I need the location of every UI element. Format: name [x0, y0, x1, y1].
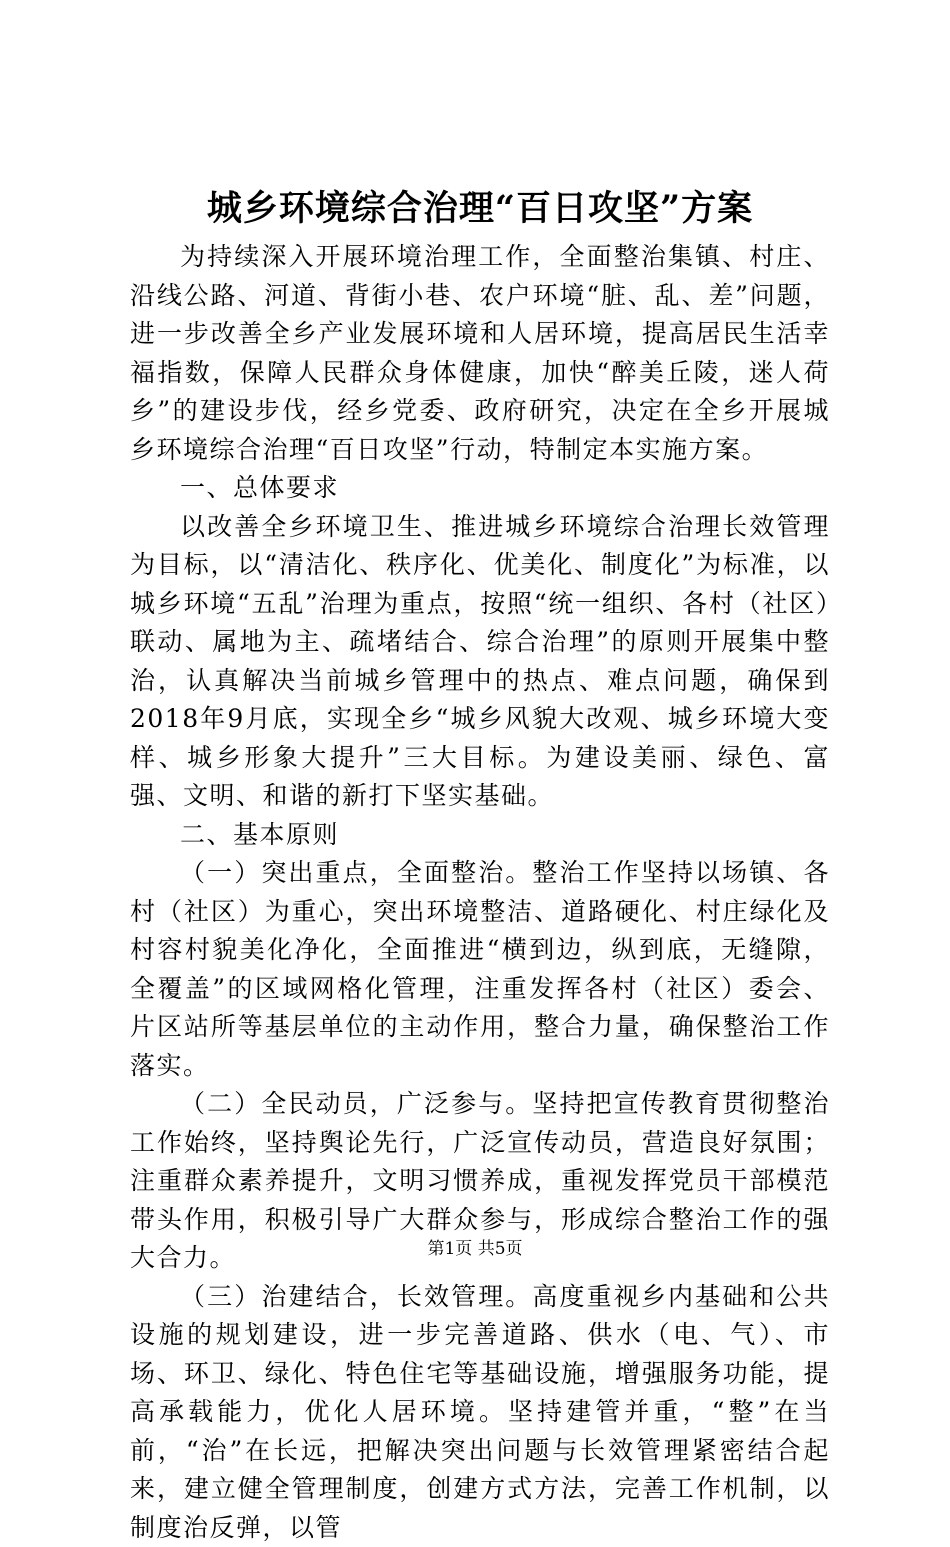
principle-paragraph-2: （二）全民动员，广泛参与。坚持把宣传教育贯彻整治工作始终，坚持舆论先行，广泛宣传动员，营造良好氛围；注重群众素养提升，文明习惯养成，重视发挥党员干部模范带头作用，积极引导广大群众参与，形成综合整治工作的强大合力。	[130, 1085, 830, 1278]
document-page	[130, 180, 830, 1547]
principle-paragraph-1: （一）突出重点，全面整治。整治工作坚持以场镇、各村（社区）为重心，突出环境整洁、道路硬化、村庄绿化及村容村貌美化净化，全面推进“横到边，纵到底，无缝隙，全覆盖”的区域网格化管理，注重发挥各村（社区）委会、片区站所等基层单位的主动作用，整合力量，确保整治工作落实。	[130, 854, 830, 1085]
section-heading-general-requirements: 一、总体要求	[130, 469, 830, 508]
intro-paragraph: 为持续深入开展环境治理工作，全面整治集镇、村庄、沿线公路、河道、背街小巷、农户环境“脏、乱、差”问题，进一步改善全乡产业发展环境和人居环境，提高居民生活幸福指数，保障人民群众身体健康，加快“醉美丘陵，迷人荷乡”的建设步伐，经乡党委、政府研究，决定在全乡开展城乡环境综合治理“百日攻坚”行动，特制定本实施方案。	[130, 238, 830, 469]
section-heading-basic-principles: 二、基本原则	[130, 816, 830, 855]
general-requirements-paragraph: 以改善全乡环境卫生、推进城乡环境综合治理长效管理为目标，以“清洁化、秩序化、优美化、制度化”为标准，以城乡环境“五乱”治理为重点，按照“统一组织、各村（社区）联动、属地为主、疏堵结合、综合治理”的原则开展集中整治，认真解决当前城乡管理中的热点、难点问题，确保到2018年9月底，实现全乡“城乡风貌大改观、城乡环境大变样、城乡形象大提升”三大目标。为建设美丽、绿色、富强、文明、和谐的新打下坚实基础。	[130, 508, 830, 816]
page-number-footer: 第1页 共5页	[0, 1237, 950, 1261]
principle-paragraph-3: （三）治建结合，长效管理。高度重视乡内基础和公共设施的规划建设，进一步完善道路、供水（电、气）、市场、环卫、绿化、特色住宅等基础设施，增强服务功能，提高承载能力，优化人居环境。坚持建管并重，“整”在当前，“治”在长远，把解决突出问题与长效管理紧密结合起来，建立健全管理制度，创建方式方法，完善工作机制，以制度治反弹，以管	[130, 1278, 830, 1547]
document-title: 城乡环境综合治理“百日攻坚”方案	[130, 180, 830, 238]
